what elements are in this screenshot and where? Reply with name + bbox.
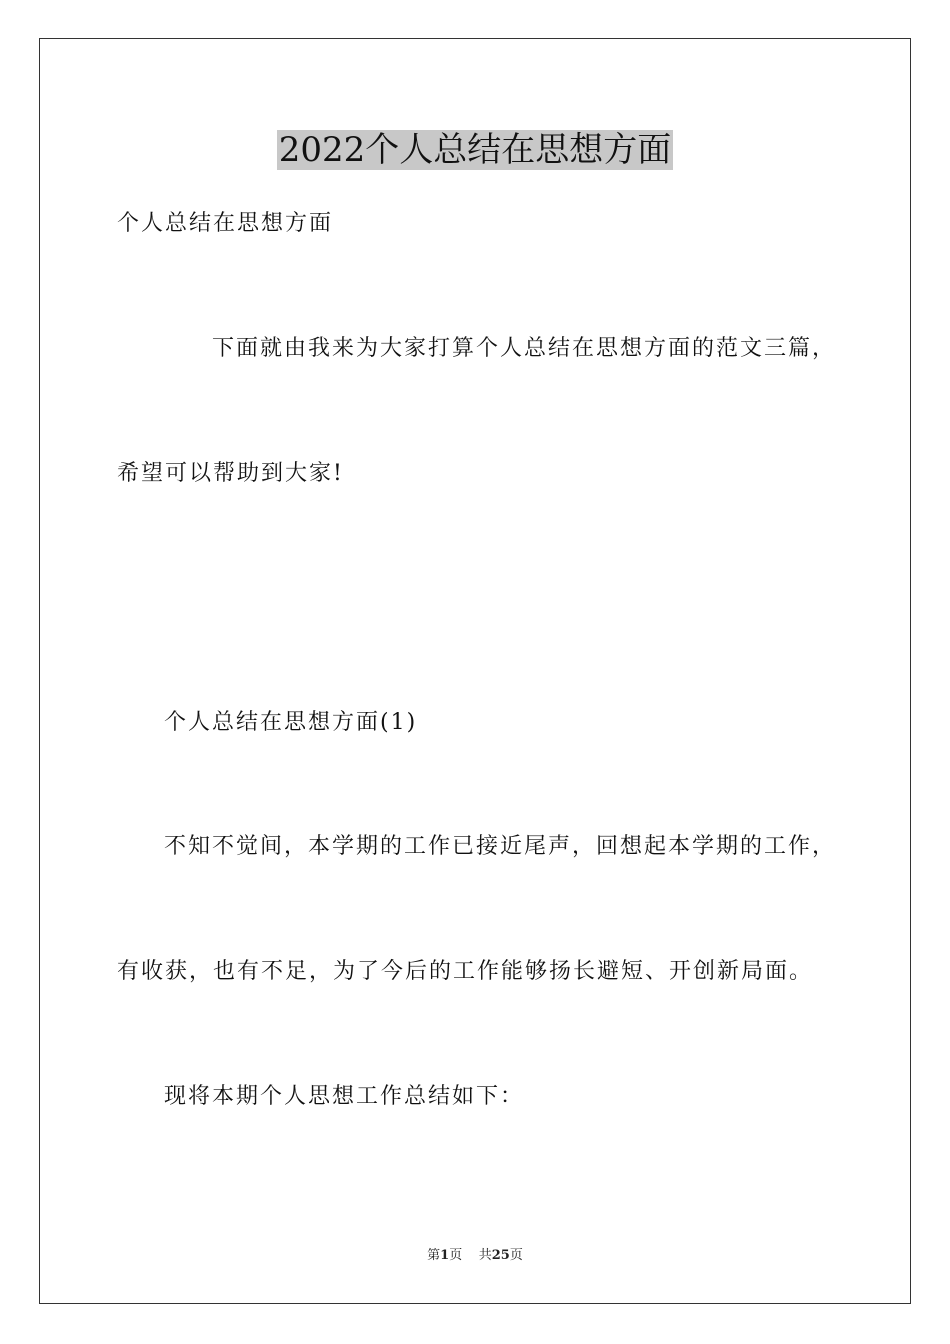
footer-total-suffix: 页 [509,1248,523,1263]
intro-line-1: 下面就由我来为大家打算个人总结在思想方面的范文三篇， [212,336,837,361]
intro-line-2: 希望可以帮助到大家! [117,461,344,486]
footer-page-prefix: 第 [427,1248,441,1263]
document-title [0,126,950,174]
page-footer [0,1246,950,1266]
footer-page-suffix: 页 [449,1248,463,1263]
footer-total-pages: 25 [491,1248,510,1263]
paragraph-1-line-2: 有收获，也有不足，为了今后的工作能够扬长避短、开创新局面。 [117,959,814,984]
paragraph-2-line-1: 现将本期个人思想工作总结如下： [164,1084,525,1109]
footer-page-number: 1 [440,1248,450,1263]
paragraph-1-line-1: 不知不觉间，本学期的工作已接近尾声，回想起本学期的工作， [164,834,837,859]
subtitle: 个人总结在思想方面 [117,211,334,236]
document-title-text: 2022个人总结在思想方面 [278,130,672,170]
section-heading: 个人总结在思想方面(1) [164,710,418,735]
footer-total-prefix: 共 [478,1248,492,1263]
